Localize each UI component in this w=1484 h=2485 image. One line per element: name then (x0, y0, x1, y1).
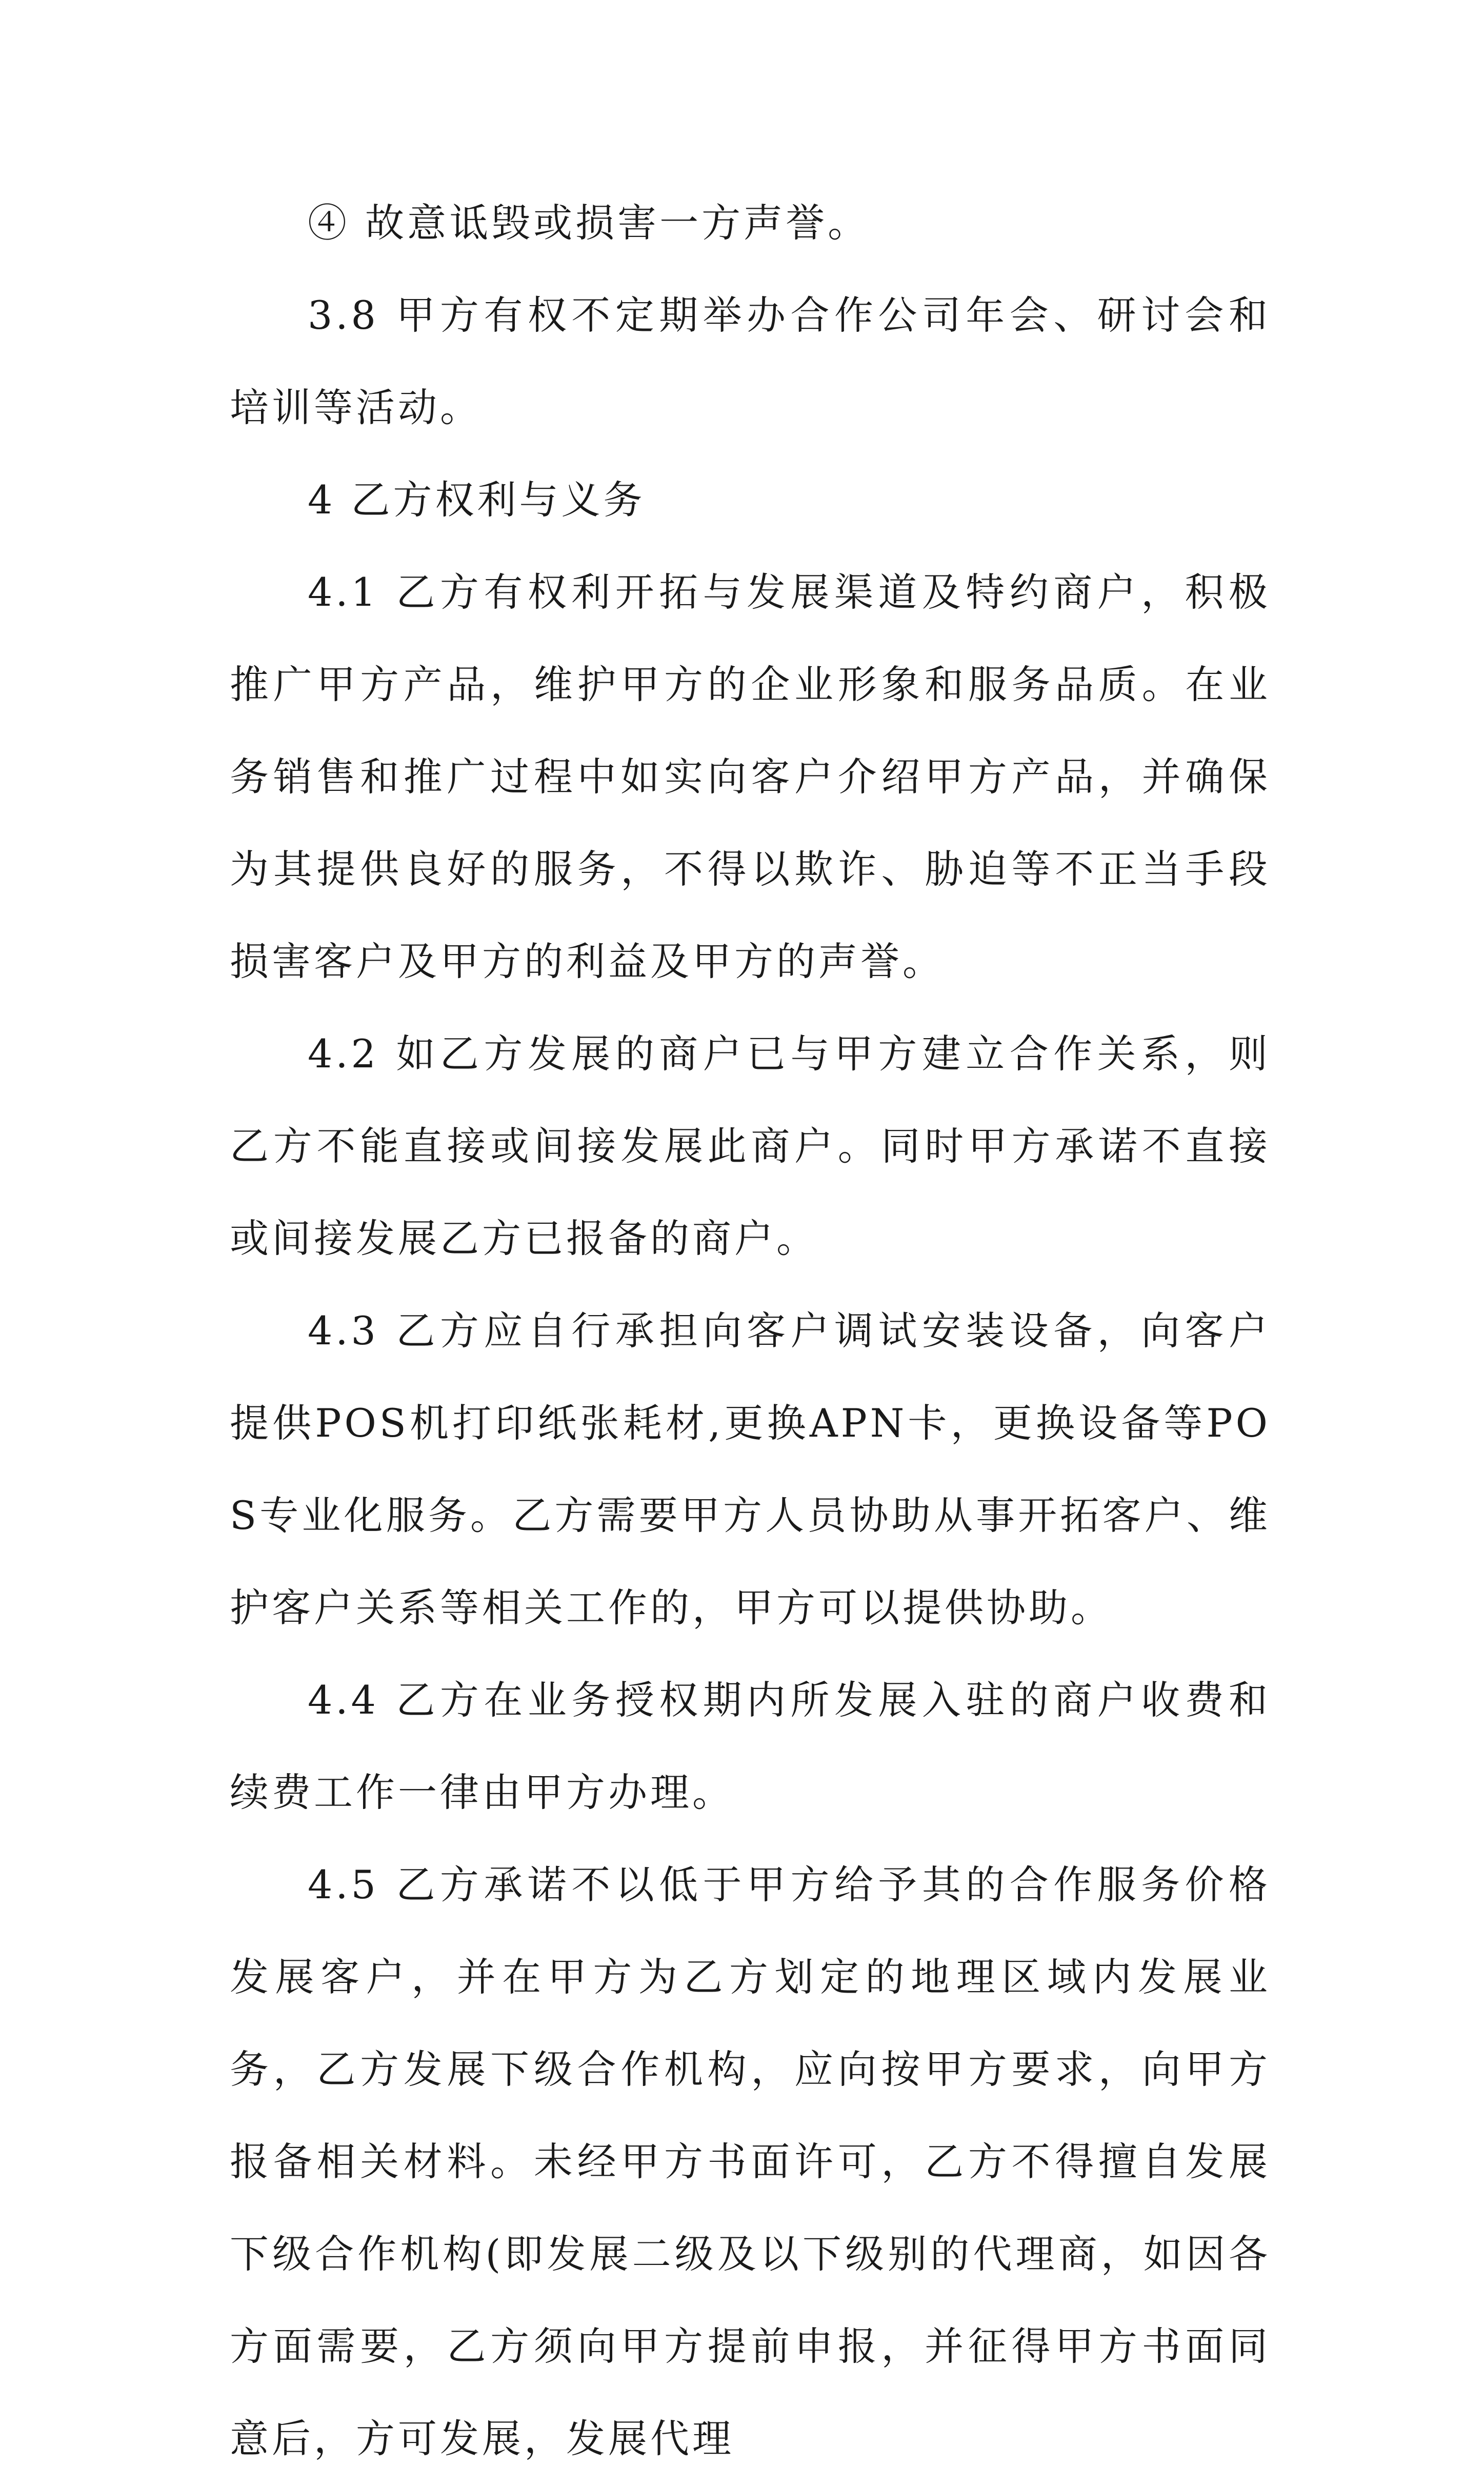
section-heading-4: 4 乙方权利与义务 (308, 477, 646, 523)
paragraph-clause-4-5: 4.5 乙方承诺不以低于甲方给予其的合作服务价格发展客户，并在甲方为乙方划定的地理区域内发展业务，乙方发展下级合作机构，应向按甲方要求，向甲方报备相关材料。未经甲方书面许可，乙方不得擅自发展下级合作机构(即发展二级及以下级别的代理商，如因各方面需要，乙方须向甲方提前申报，并征得甲方书面同意后，方可发展，发展代理 (230, 1862, 1271, 2461)
paragraph-clause-4-1: 4.1 乙方有权利开拓与发展渠道及特约商户，积极推广甲方产品，维护甲方的企业形象和服务品质。在业务销售和推广过程中如实向客户介绍甲方产品，并确保为其提供良好的服务，不得以欺诈、胁迫等不正当手段损害客户及甲方的利益及甲方的声誉。 (230, 569, 1271, 984)
paragraph-clause-4-3: 4.3 乙方应自行承担向客户调试安装设备，向客户提供POS机打印纸张耗材,更换APN卡，更换设备等POS专业化服务。乙方需要甲方人员协助从事开拓客户、维护客户关系等相关工作的，甲方可以提供协助。 (230, 1308, 1271, 1631)
document-body (230, 177, 1271, 2485)
paragraph-clause-3-7-4: ④ 故意诋毁或损害一方声誉。 (308, 200, 870, 246)
paragraph-clause-4-4: 4.4 乙方在业务授权期内所发展入驻的商户收费和续费工作一律由甲方办理。 (230, 1677, 1271, 1815)
paragraph-clause-3-8: 3.8 甲方有权不定期举办合作公司年会、研讨会和培训等活动。 (230, 292, 1271, 430)
paragraph-clause-4-2: 4.2 如乙方发展的商户已与甲方建立合作关系，则乙方不能直接或间接发展此商户。同时甲方承诺不直接或间接发展乙方已报备的商户。 (230, 1031, 1271, 1261)
